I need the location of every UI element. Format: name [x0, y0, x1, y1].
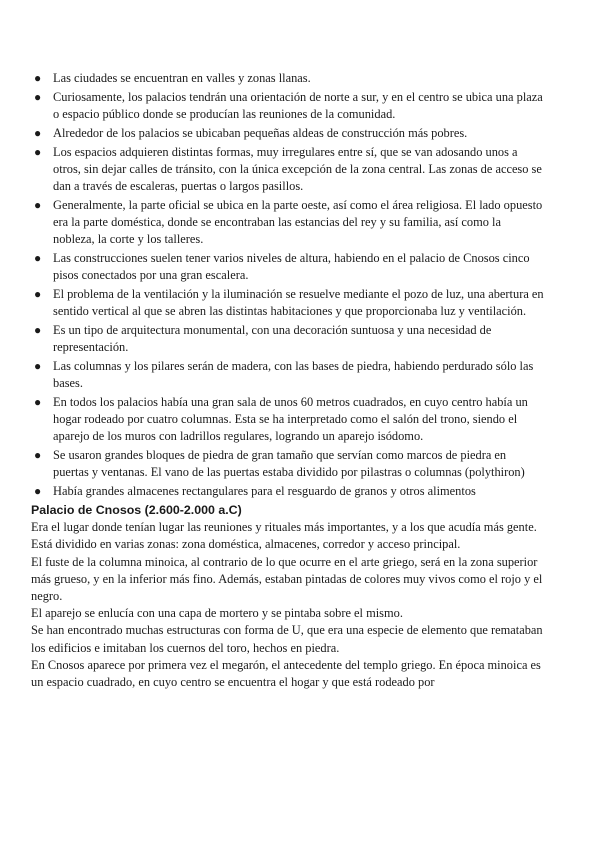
bullet-icon: ●: [34, 144, 42, 159]
list-item: [31, 89, 544, 123]
list-item: [31, 322, 544, 356]
list-item-text: El problema de la ventilación y la iluminación se resuelve mediante el pozo de luz, una abertura en sentido vertical al que se abren las distintas habitaciones y que proporcionaba luz y ventilación.: [53, 287, 544, 319]
paragraph: En Cnosos aparece por primera vez el megarón, el antecedente del templo griego. En época minoica es un espacio cuadrado, en cuyo centro se encuentra el hogar y que está rodeado por: [31, 657, 541, 690]
bullet-icon: ●: [34, 484, 42, 499]
bullet-icon: ●: [34, 125, 42, 140]
paragraph: Se han encontrado muchas estructuras con forma de U, que era una especie de elemento que remataban los edificios e imitaban los cuernos del toro, hechos en piedra.: [31, 623, 543, 655]
list-item-text: Los espacios adquieren distintas formas, muy irregulares entre sí, que se van adosando unos a otros, sin dejar calles de tránsito, con la única excepción de la zona central. Las zonas de acceso se dan a través de escaleras, puertas o largos pasillos.: [53, 144, 542, 193]
list-item-text: Es un tipo de arquitectura monumental, con una decoración suntuosa y una necesidad de representación.: [53, 323, 492, 355]
bullet-icon: ●: [34, 197, 42, 212]
bullet-icon: ●: [34, 251, 42, 265]
list-item-text: Las ciudades se encuentran en valles y zonas llanas.: [53, 71, 311, 85]
paragraph: El aparejo se enlucía con una capa de mortero y se pintaba sobre el mismo.: [31, 606, 403, 621]
list-item: [31, 125, 544, 142]
paragraph: Era el lugar donde tenían lugar las reuniones y rituales más importantes, y a los que acudía más gente.: [31, 520, 537, 535]
list-item: [31, 250, 544, 284]
bullet-icon: ●: [34, 287, 42, 301]
list-item: [31, 70, 544, 87]
list-item: [31, 447, 544, 481]
list-item-text: Curiosamente, los palacios tendrán una orientación de norte a sur, y en el centro se ubica una plaza o espacio público donde se producían las reuniones de la comunidad.: [53, 89, 543, 121]
list-item: [31, 394, 544, 446]
paragraph: Está dividido en varias zonas: zona doméstica, almacenes, corredor y acceso principal.: [31, 537, 461, 552]
list-item-text: Las columnas y los pilares serán de madera, con las bases de piedra, habiendo perdurado sólo las bases.: [53, 359, 534, 391]
list-item-text: Alrededor de los palacios se ubicaban pequeñas aldeas de construcción más pobres.: [53, 125, 468, 140]
list-item-text: Había grandes almacenes rectangulares para el resguardo de granos y otros alimentos: [53, 484, 476, 499]
bullet-icon: ●: [34, 359, 42, 373]
list-item: [31, 197, 544, 249]
bullet-icon: ●: [34, 71, 42, 85]
list-item: [31, 144, 544, 196]
list-item-text: Generalmente, la parte oficial se ubica en la parte oeste, así como el área religiosa. El lado opuesto era la parte doméstica, donde se encontraban las estancias del rey y su familia, así como la nobleza, la corte y los talleres.: [53, 197, 543, 247]
list-item-text: Las construcciones suelen tener varios niveles de altura, habiendo en el palacio de Cnosos cinco pisos conectados por una gran escalera.: [53, 251, 530, 283]
list-item: [31, 483, 544, 500]
bullet-icon: ●: [34, 395, 42, 409]
list-item-text: En todos los palacios había una gran sala de unos 60 metros cuadrados, en cuyo centro había un hogar rodeado por cuatro columnas. Esta se ha interpretado como el salón del trono, siendo el aparejo de los muros con ladrillos regulares, logrando un aparejo isódomo.: [53, 395, 528, 444]
list-item: [31, 358, 544, 392]
paragraph: El fuste de la columna minoica, al contrario de lo que ocurre en el arte griego, será en la zona superior más grueso, y en la inferior más fino. Además, estaban pintadas de colores muy vivos como el rojo y el negro.: [31, 554, 543, 604]
list-item: [31, 286, 544, 320]
bullet-icon: ●: [34, 448, 42, 463]
bullet-icon: ●: [34, 89, 42, 104]
section-heading: Palacio de Cnosos (2.600-2.000 a.C): [31, 503, 242, 517]
bullet-icon: ●: [34, 323, 42, 337]
list-item-text: Se usaron grandes bloques de piedra de gran tamaño que servían como marcos de piedra en puertas y ventanas. El vano de las puertas estaba dividido por pilastras o columnas (polythiron): [53, 448, 525, 480]
bullet-list: [31, 70, 544, 500]
